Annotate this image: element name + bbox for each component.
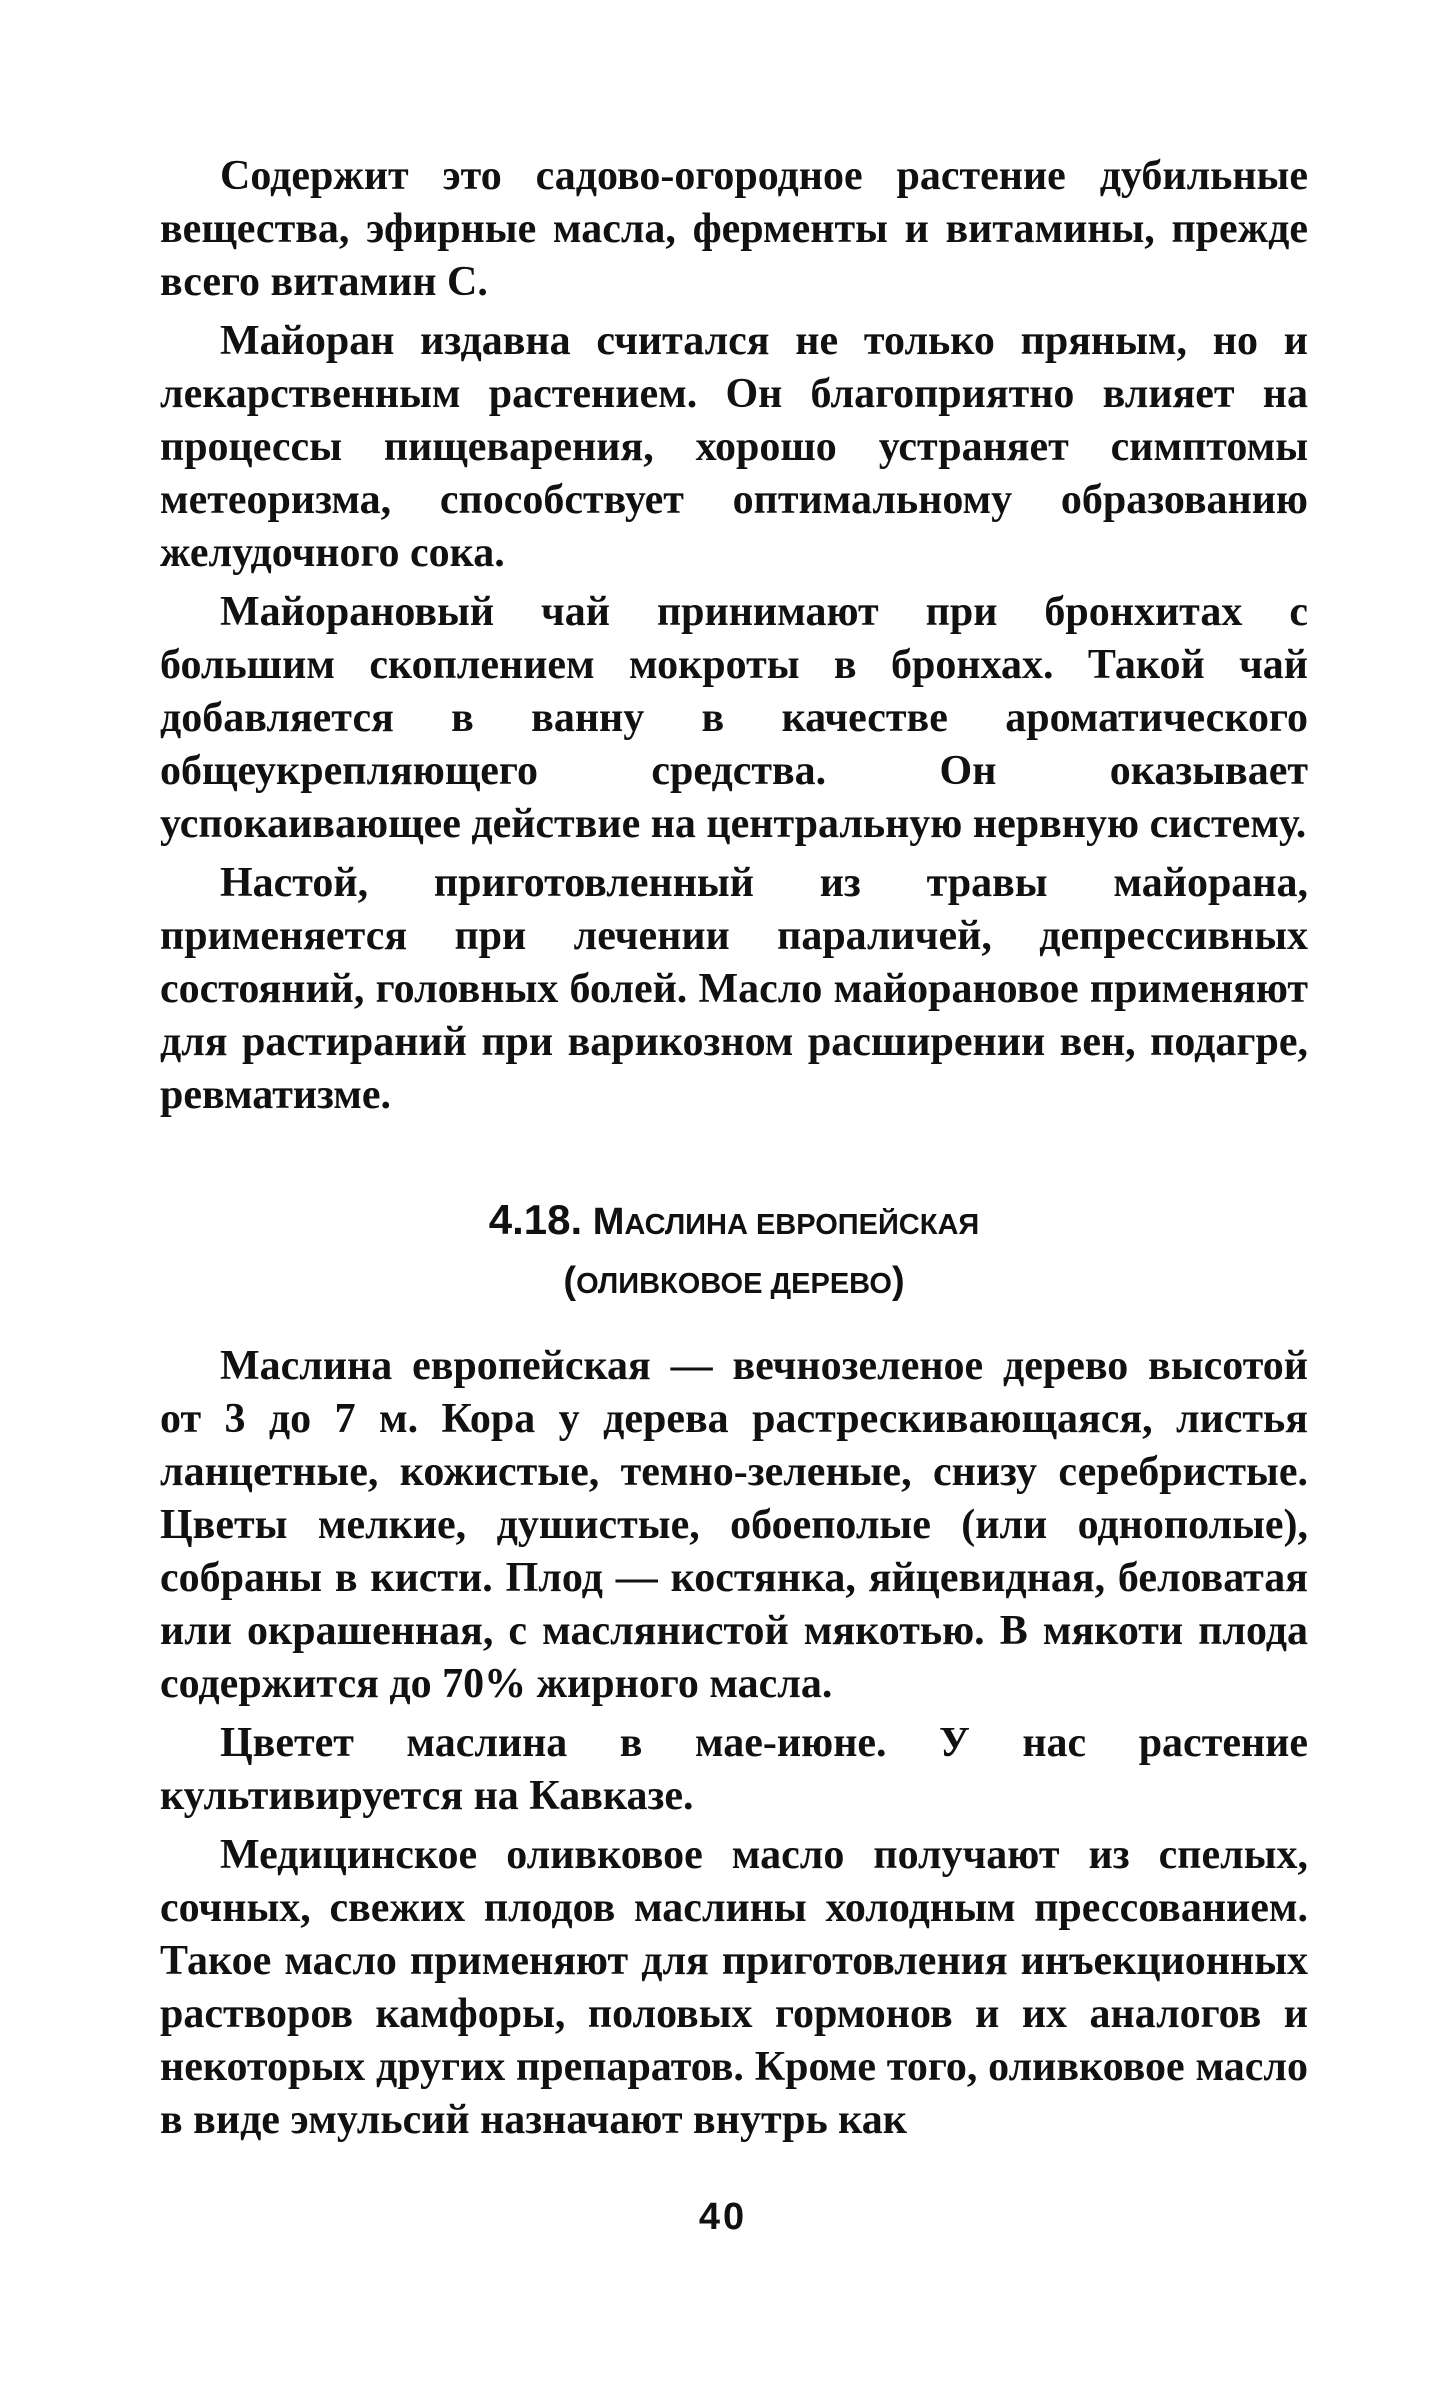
- section-title-rest: АСЛИНА ЕВРОПЕЙСКАЯ: [624, 1209, 980, 1241]
- paragraph-olive-description: Маслина европейская — вечнозеленое дерево высотой от 3 до 7 м. Кора у дерева растрескивающаяся, листья ланцетные, кожистые, темно-зеленые, снизу серебристые. Цветы мелкие, душистые, обоеполые (или однополые), собраны в кисти. Плод — костянка, яйцевидная, беловатая или окрашенная, с маслянистой мякотью. В мякоти плода содержится до 70% жирного масла.: [160, 1343, 1308, 1707]
- book-page: [160, 150, 1308, 2153]
- paragraph-olive-flowering: Цветет маслина в мае-июне. У нас растение культивируется на Кавказе.: [160, 1720, 1308, 1819]
- paragraph-tannins: Содержит это садово-огородное растение дубильные вещества, эфирные масла, ферменты и витамины, прежде всего витамин С.: [160, 153, 1308, 305]
- section-number: 4.18.: [488, 1196, 583, 1243]
- section-heading: [160, 1192, 1308, 1312]
- paragraph-olive-oil-medical: Медицинское оливковое масло получают из спелых, сочных, свежих плодов маслины холодным прессованием. Такое масло применяют для приготовления инъекционных растворов камфоры, половых гормонов и их аналогов и некоторых других препаратов. Кроме того, оливковое масло в виде эмульсий назначают внутрь как: [160, 1832, 1308, 2143]
- section-subtitle-text: ОЛИВКОВОЕ ДЕРЕВО: [576, 1268, 892, 1300]
- paragraph-marjoram-medicinal: Майоран издавна считался не только пряным, но и лекарственным растением. Он благоприятно влияет на процессы пищеварения, хорошо устраняет симптомы метеоризма, способствует оптимальному образованию желудочного сока.: [160, 318, 1308, 576]
- page-number: 40: [698, 2196, 748, 2238]
- paragraph-marjoram-infusion: Настой, приготовленный из травы майорана, применяется при лечении параличей, депрессивных состояний, головных болей. Масло майорановое применяют для растираний при варикозном расширении вен, подагре, ревматизме.: [160, 860, 1308, 1118]
- section-subtitle: (ОЛИВКОВОЕ ДЕРЕВО): [563, 1260, 905, 1302]
- paragraph-marjoram-tea: Майорановый чай принимают при бронхитах с большим скоплением мокроты в бронхах. Такой чай добавляется в ванну в качестве ароматического общеукрепляющего средства. Он оказывает успокаивающее действие на центральную нервную систему.: [160, 589, 1308, 847]
- section-title-initial: М: [592, 1201, 625, 1243]
- section-title: [160, 1192, 1308, 1253]
